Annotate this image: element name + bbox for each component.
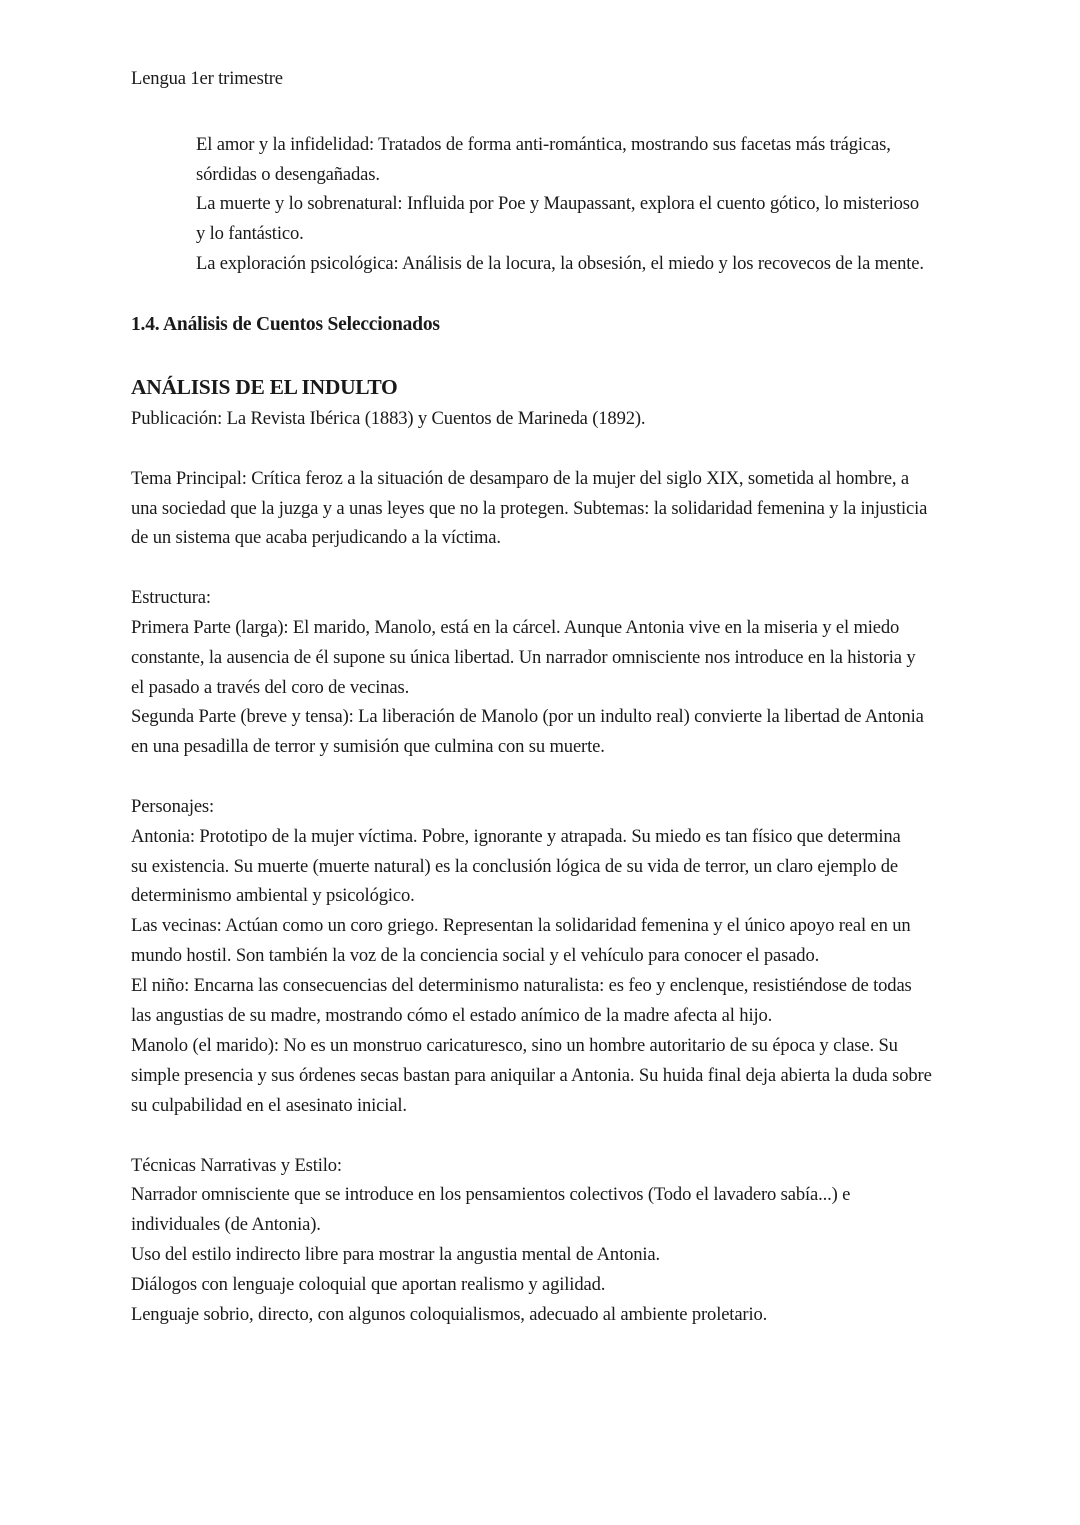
tecnicas-line: Uso del estilo indirecto libre para mostrar la angustia mental de Antonia. — [131, 1244, 660, 1265]
theme-line: La exploración psicológica: Análisis de la locura, la obsesión, el miedo y los recovecos de la mente. — [196, 253, 924, 274]
tecnicas-label: Técnicas Narrativas y Estilo: — [131, 1155, 342, 1176]
personajes-line: su culpabilidad en el asesinato inicial. — [131, 1095, 407, 1116]
estructura-line: constante, la ausencia de él supone su única libertad. Un narrador omnisciente nos introduce en la historia y — [131, 647, 916, 668]
personajes-label: Personajes: — [131, 796, 215, 817]
personajes-line: Las vecinas: Actúan como un coro griego. Representan la solidaridad femenina y el único apoyo real en un — [131, 915, 911, 936]
estructura-line: en una pesadilla de terror y sumisión que culmina con su muerte. — [131, 736, 605, 757]
tema-line: una sociedad que la juzga y a unas leyes que no la protegen. Subtemas: la solidaridad femenina y la injusticia — [131, 498, 928, 519]
page-header: Lengua 1er trimestre — [131, 68, 283, 89]
personajes-line: su existencia. Su muerte (muerte natural) es la conclusión lógica de su vida de terror, un claro ejemplo de — [131, 856, 898, 877]
personajes-line: mundo hostil. Son también la voz de la conciencia social y el vehículo para conocer el pasado. — [131, 945, 820, 966]
publication-line: Publicación: La Revista Ibérica (1883) y Cuentos de Marineda (1892). — [131, 408, 646, 429]
tecnicas-line: Narrador omnisciente que se introduce en los pensamientos colectivos (Todo el lavadero sabía...) e — [131, 1184, 851, 1205]
theme-line: sórdidas o desengañadas. — [196, 164, 380, 185]
personajes-line: Antonia: Prototipo de la mujer víctima. Pobre, ignorante y atrapada. Su miedo es tan físico que determina — [131, 826, 901, 847]
theme-line: El amor y la infidelidad: Tratados de forma anti-romántica, mostrando sus facetas más trágicas, — [196, 134, 891, 155]
theme-line: La muerte y lo sobrenatural: Influida por Poe y Maupassant, explora el cuento gótico, lo misterioso — [196, 193, 920, 214]
estructura-line: el pasado a través del coro de vecinas. — [131, 677, 410, 698]
tema-line: de un sistema que acaba perjudicando a la víctima. — [131, 527, 501, 548]
personajes-line: simple presencia y sus órdenes secas bastan para aniquilar a Antonia. Su huida final deja abierta la duda sobre — [131, 1065, 932, 1086]
analysis-title: ANÁLISIS DE EL INDULTO — [131, 375, 398, 399]
tecnicas-line: Lenguaje sobrio, directo, con algunos coloquialismos, adecuado al ambiente proletario. — [131, 1304, 768, 1325]
tecnicas-line: individuales (de Antonia). — [131, 1214, 321, 1235]
estructura-label: Estructura: — [131, 587, 211, 608]
tecnicas-line: Diálogos con lenguaje coloquial que aportan realismo y agilidad. — [131, 1274, 606, 1295]
personajes-line: El niño: Encarna las consecuencias del determinismo naturalista: es feo y enclenque, resistiéndose de todas — [131, 975, 912, 996]
tema-line: Tema Principal: Crítica feroz a la situación de desamparo de la mujer del siglo XIX, sometida al hombre, a — [131, 468, 909, 489]
estructura-line: Segunda Parte (breve y tensa): La liberación de Manolo (por un indulto real) convierte la libertad de Antonia — [131, 706, 924, 727]
personajes-line: las angustias de su madre, mostrando cómo el estado anímico de la madre afecta al hijo. — [131, 1005, 773, 1026]
personajes-line: Manolo (el marido): No es un monstruo caricaturesco, sino un hombre autoritario de su época y clase. Su — [131, 1035, 898, 1056]
estructura-line: Primera Parte (larga): El marido, Manolo, está en la cárcel. Aunque Antonia vive en la miseria y el miedo — [131, 617, 900, 638]
theme-line: y lo fantástico. — [196, 223, 304, 244]
section-heading: 1.4. Análisis de Cuentos Seleccionados — [131, 314, 440, 335]
personajes-line: determinismo ambiental y psicológico. — [131, 885, 415, 906]
